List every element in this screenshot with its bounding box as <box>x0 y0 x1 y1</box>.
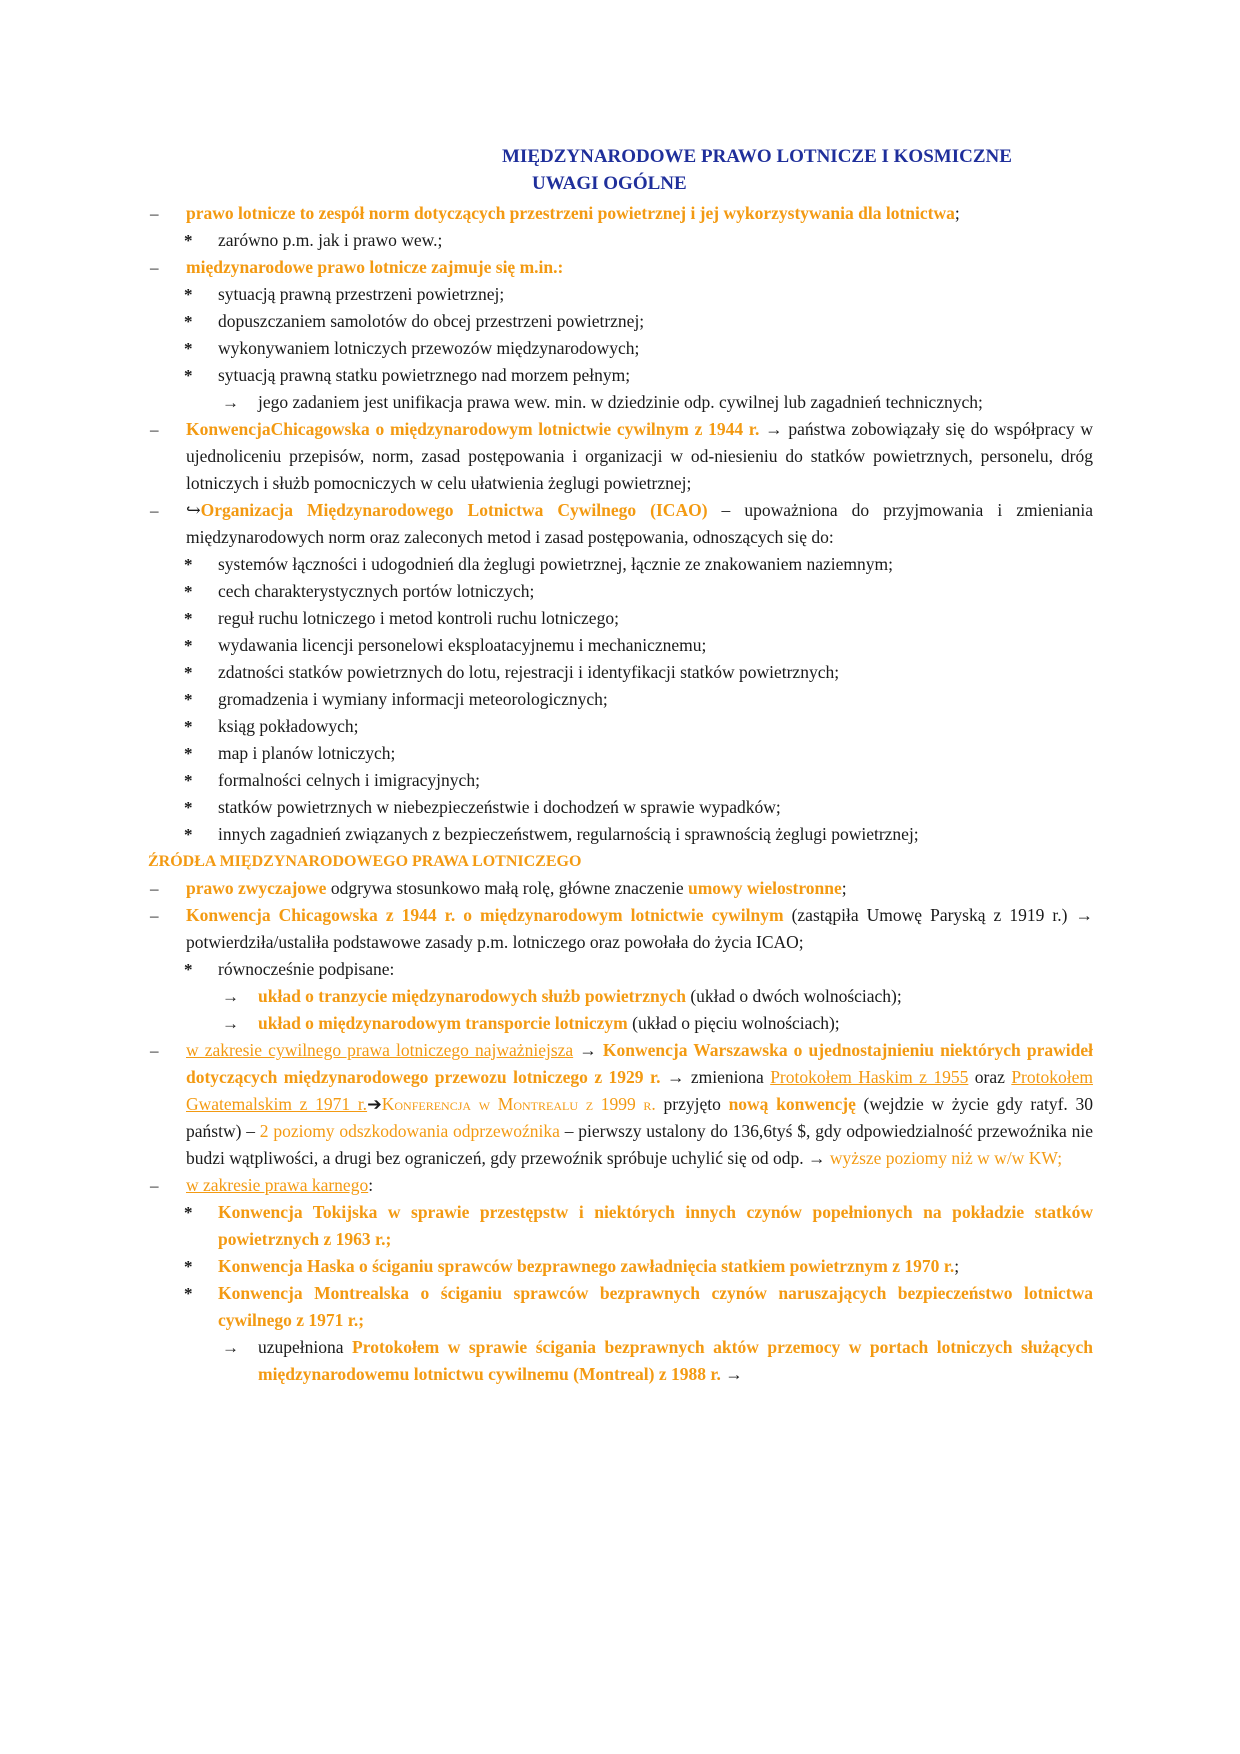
text-run: sytuacją prawną przestrzeni powietrznej; <box>218 284 505 304</box>
text-run: – upoważniona do przyjmowania i zmieniania międzynarodowych norm oraz zaleconych metod i zasad postępowania, odnoszących się do: <box>186 500 1093 547</box>
highlighted-text: Konwencja Warszawska o ujednostajnieniu niektórych prawideł dotyczących międzynarodowego przewozu lotniczego z 1929 r. <box>186 1040 1093 1087</box>
star-bullet: * <box>184 771 193 790</box>
star-bullet: * <box>184 366 193 385</box>
star-bullet: * <box>184 1257 193 1276</box>
text-run: → państwa zobowiązały się do współpracy w ujednoliceniu przepisów, norm, zasad postępowania i organizacji w od-niesieniu do statków powietrznych, personelu, dróg lotniczych i służb pomocniczych w celu ułatwienia żeglugi powietrznej; <box>186 419 1093 493</box>
text-run: zdatności statków powietrznych do lotu, rejestracji i identyfikacji statków powietrznych; <box>218 662 840 682</box>
star-bullet: * <box>184 339 193 358</box>
sub-sub-list-item <box>148 1334 1093 1388</box>
dash-bullet: – <box>150 258 159 277</box>
text-run: (wejdzie w życie gdy ratyf. 30 państw) – <box>186 1094 1094 1141</box>
text-run: → <box>720 1364 743 1384</box>
sub-list-item <box>148 659 1093 686</box>
sub-sub-list-item <box>148 389 1093 416</box>
text-run: → <box>573 1040 603 1060</box>
sub-list-item <box>148 713 1093 740</box>
text-run: (zastąpiła Umowę Paryską z 1919 r.) → potwierdziła/ustaliła podstawowe zasady p.m. lotniczego oraz powołała do życia ICAO; <box>186 905 1093 952</box>
text-run: cech charakterystycznych portów lotniczych; <box>218 581 535 601</box>
highlighted-text: Konwencja Haska o ściganiu sprawców bezprawnego zawładnięcia statkiem powietrznym z 1970 r. <box>218 1256 955 1276</box>
star-bullet: * <box>184 582 193 601</box>
star-bullet: * <box>184 825 193 844</box>
star-bullet: * <box>184 1203 193 1222</box>
sub-list-item <box>148 605 1093 632</box>
sub-list-item <box>148 335 1093 362</box>
list-item <box>148 1037 1093 1172</box>
document-body <box>148 200 1093 1388</box>
sub-sub-list-item <box>148 1010 1093 1037</box>
highlighted-text: międzynarodowe prawo lotnicze zajmuje się m.in.: <box>186 257 564 277</box>
text-run: przyjęto <box>655 1094 729 1114</box>
sub-list-item <box>148 362 1093 389</box>
text-run: innych zagadnień związanych z bezpieczeństwem, regularnością i sprawnością żeglugi powietrznej; <box>218 824 919 844</box>
underlined-reference: w zakresie prawa karnego <box>186 1175 369 1195</box>
text-run: (układ o pięciu wolnościach); <box>627 1013 840 1033</box>
star-bullet: * <box>184 231 193 250</box>
text-run: → zmieniona <box>660 1067 771 1087</box>
star-bullet: * <box>184 555 193 574</box>
dash-bullet: – <box>150 1041 159 1060</box>
text-run: wyższe poziomy niż w w/w KW; <box>829 1148 1063 1168</box>
text-run: dopuszczaniem samolotów do obcej przestrzeni powietrznej; <box>218 311 645 331</box>
text-run: reguł ruchu lotniczego i metod kontroli ruchu lotniczego; <box>218 608 619 628</box>
sub-list-item <box>148 632 1093 659</box>
sub-list-item <box>148 308 1093 335</box>
highlighted-text: prawo lotnicze to zespół norm dotyczących przestrzeni powietrznej i jej wykorzystywania dla lotnictwa <box>186 203 955 223</box>
star-bullet: * <box>184 717 193 736</box>
text-run: statków powietrznych w niebezpieczeństwie i dochodzeń w sprawie wypadków; <box>218 797 781 817</box>
text-run: odgrywa stosunkowo małą rolę, główne znaczenie <box>326 878 688 898</box>
text-run: (układ o dwóch wolnościach); <box>685 986 902 1006</box>
sub-list-item <box>148 821 1093 848</box>
highlighted-text: umowy wielostronne <box>688 878 842 898</box>
arrow-bullet: → <box>222 1014 239 1033</box>
text-run: ; <box>841 878 847 898</box>
list-item <box>148 1172 1093 1199</box>
dash-bullet: – <box>150 501 159 520</box>
list-item <box>148 200 1093 227</box>
list-item <box>148 416 1093 497</box>
text-run: ŹRÓDŁA MIĘDZYNARODOWEGO PRAWA LOTNICZEGO <box>148 853 582 870</box>
highlighted-text: Protokołem w sprawie ścigania bezprawnych aktów przemocy w portach lotniczych służących międzynarodowemu lotnictwu cywilnemu (Montreal) z 1988 r. <box>258 1337 1093 1384</box>
arrow-bullet: → <box>222 987 239 1006</box>
arrow-bullet: → <box>222 393 239 412</box>
sub-list-item <box>148 740 1093 767</box>
text-run: formalności celnych i imigracyjnych; <box>218 770 480 790</box>
sub-list-item <box>148 686 1093 713</box>
text-run: ; <box>954 203 960 223</box>
text-run: wydawania licencji personelowi eksploatacyjnemu i mechanicznemu; <box>218 635 707 655</box>
dash-bullet: – <box>150 1176 159 1195</box>
sub-list-item <box>148 227 1093 254</box>
text-run: jego zadaniem jest unifikacja prawa wew. min. w dziedzinie odp. cywilnej lub zagadnień technicznych; <box>258 392 983 412</box>
highlighted-text: Konwencja Tokijska w sprawie przestępstw i niektórych innych czynów popełnionych na pokładzie statków powietrznych z 1963 r.; <box>218 1202 1093 1249</box>
underlined-reference: Protokołem Gwatemalskim z 1971 r. <box>186 1067 1093 1114</box>
highlighted-text: Konwencja Chicagowska z 1944 r. o międzynarodowym lotnictwie cywilnym <box>186 905 784 925</box>
arrow-bullet: → <box>222 1338 239 1357</box>
text-run: ➔ <box>367 1094 382 1114</box>
star-bullet: * <box>184 690 193 709</box>
text-run: : <box>368 1175 374 1195</box>
sub-list-item <box>148 551 1093 578</box>
text-run: sytuacją prawną statku powietrznego nad morzem pełnym; <box>218 365 631 385</box>
text-run: oraz <box>968 1067 1012 1087</box>
document-subtitle: UWAGI OGÓLNE <box>532 173 687 194</box>
star-bullet: * <box>184 312 193 331</box>
text-run: – pierwszy ustalony do 136,6tyś $, gdy odpowiedzialność przewoźnika nie budzi wątpliwości, a drugi bez ograniczeń, gdy przewoźnik spróbuje uchylić się od odp. → <box>186 1121 1093 1168</box>
star-bullet: * <box>184 285 193 304</box>
text-run: 2 poziomy odszkodowania odprzewoźnika <box>259 1121 560 1141</box>
sub-list-item <box>148 281 1093 308</box>
dash-bullet: – <box>150 879 159 898</box>
text-run: Konferencja w Montrealu z 1999 r. <box>381 1094 656 1114</box>
sub-list-item <box>148 767 1093 794</box>
star-bullet: * <box>184 609 193 628</box>
text-run: map i planów lotniczych; <box>218 743 396 763</box>
underlined-reference: w zakresie cywilnego prawa lotniczego najważniejsza <box>186 1040 574 1060</box>
underlined-reference: Protokołem Haskim z 1955 <box>770 1067 969 1087</box>
sub-sub-list-item <box>148 983 1093 1010</box>
list-item <box>148 875 1093 902</box>
highlighted-text: układ o tranzycie międzynarodowych służb powietrznych <box>258 986 686 1006</box>
list-item <box>148 497 1093 551</box>
highlighted-text: układ o międzynarodowym transporcie lotniczym <box>258 1013 628 1033</box>
highlighted-text: KonwencjaChicagowska o międzynarodowym lotnictwie cywilnym z 1944 r. <box>186 419 760 439</box>
text-run: zarówno p.m. jak i prawo wew.; <box>218 230 443 250</box>
text-run: uzupełniona <box>258 1337 353 1357</box>
star-bullet: * <box>184 744 193 763</box>
sub-list-item <box>148 1253 1093 1280</box>
star-bullet: * <box>184 636 193 655</box>
section-heading <box>148 848 1093 875</box>
highlighted-text: Organizacja Międzynarodowego Lotnictwa Cywilnego (ICAO) <box>200 500 708 520</box>
star-bullet: * <box>184 1284 193 1303</box>
dash-bullet: – <box>150 420 159 439</box>
sub-list-item <box>148 794 1093 821</box>
text-run: ↪ <box>186 500 201 520</box>
sub-list-item <box>148 1280 1093 1334</box>
list-item <box>148 254 1093 281</box>
text-run: ksiąg pokładowych; <box>218 716 359 736</box>
sub-list-item <box>148 956 1093 983</box>
sub-list-item <box>148 1199 1093 1253</box>
text-run: systemów łączności i udogodnień dla żeglugi powietrznej, łącznie ze znakowaniem naziemnym; <box>218 554 893 574</box>
list-item <box>148 902 1093 956</box>
highlighted-text: prawo zwyczajowe <box>186 878 327 898</box>
star-bullet: * <box>184 798 193 817</box>
star-bullet: * <box>184 960 193 979</box>
text-run: równocześnie podpisane: <box>218 959 395 979</box>
text-run: gromadzenia i wymiany informacji meteorologicznych; <box>218 689 608 709</box>
highlighted-text: Konwencja Montrealska o ściganiu sprawców bezprawnych czynów naruszających bezpieczeństwo lotnictwa cywilnego z 1971 r.; <box>218 1283 1093 1330</box>
dash-bullet: – <box>150 906 159 925</box>
text-run: ; <box>954 1256 960 1276</box>
dash-bullet: – <box>150 204 159 223</box>
document-title: MIĘDZYNARODOWE PRAWO LOTNICZE I KOSMICZNE <box>502 146 1012 167</box>
sub-list-item <box>148 578 1093 605</box>
highlighted-text: nową konwencję <box>728 1094 856 1114</box>
text-run: wykonywaniem lotniczych przewozów międzynarodowych; <box>218 338 640 358</box>
star-bullet: * <box>184 663 193 682</box>
